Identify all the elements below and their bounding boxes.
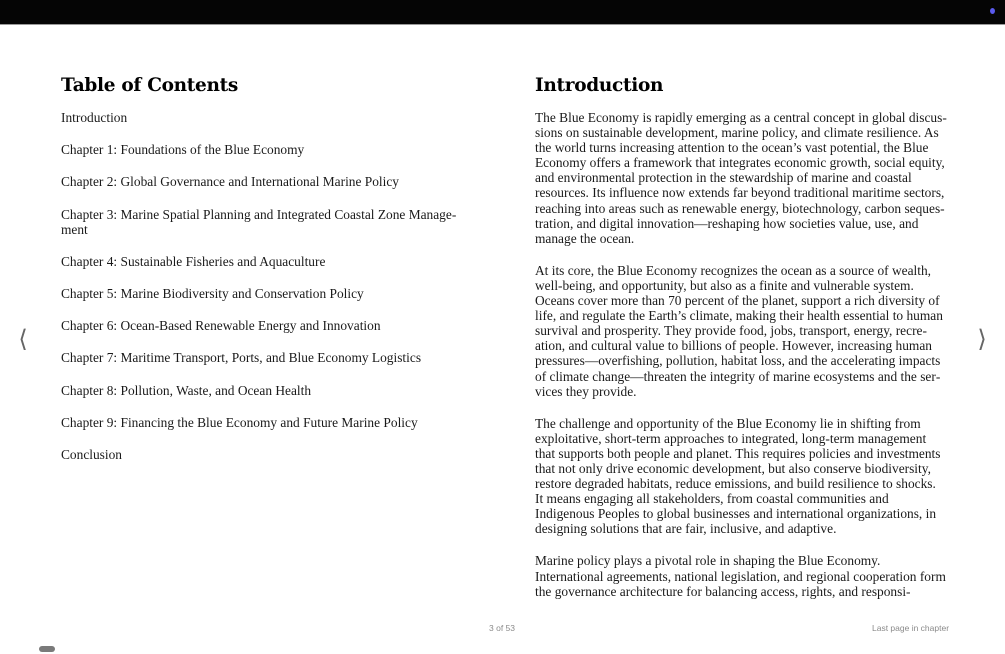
body-paragraph: Marine policy plays a pivotal role in shaping the Blue Economy. International agreements, national legislation, and regional cooperation form the governance architecture for balancing access, rights, and responsi- — [535, 553, 946, 599]
page-indicator: 3 of 53 — [489, 623, 515, 633]
progress-scrubber-handle[interactable] — [39, 646, 55, 652]
top-bar — [0, 0, 1005, 25]
toc-item-chapter-8[interactable]: Chapter 8: Pollution, Waste, and Ocean Health — [61, 382, 312, 398]
toc-item-chapter-4[interactable]: Chapter 4: Sustainable Fisheries and Aquaculture — [61, 253, 326, 269]
body-paragraph: At its core, the Blue Economy recognizes the ocean as a source of wealth, well-being, and opportunity, but also as a finite and vulnerable system. Oceans cover more than 70 percent of the planet, support a rich diversity of life, and regulate the Earth’s climate, making their health essential to human survival and prosperity. They provide food, jobs, transport, energy, recreation, and cultural value to billions of people. However, increasing human pressures—overfishing, pollution, habitat loss, and the accelerating impacts of climate change—threaten the integrity of marine ecosystems and the services they provide. — [535, 262, 943, 399]
left-page — [61, 74, 461, 479]
chevron-left-icon: ⟨ — [18, 325, 28, 353]
toc-item-chapter-7[interactable]: Chapter 7: Maritime Transport, Ports, and Blue Economy Logistics — [61, 350, 422, 366]
toc-list — [61, 110, 461, 462]
toc-title: Table of Contents — [61, 75, 239, 96]
toc-item-introduction[interactable]: Introduction — [61, 110, 128, 125]
toc-item-chapter-6[interactable]: Chapter 6: Ocean-Based Renewable Energy and Innovation — [61, 318, 381, 334]
toc-item-chapter-3[interactable]: Chapter 3: Marine Spatial Planning and Integrated Coastal Zone Management — [61, 206, 457, 237]
toc-item-chapter-9[interactable]: Chapter 9: Financing the Blue Economy and Future Marine Policy — [61, 414, 418, 430]
chapter-status: Last page in chapter — [872, 623, 950, 633]
chapter-title: Introduction — [535, 75, 664, 96]
toc-item-conclusion[interactable]: Conclusion — [61, 446, 123, 462]
right-page — [535, 74, 947, 616]
toc-item-chapter-5[interactable]: Chapter 5: Marine Biodiversity and Conservation Policy — [61, 285, 364, 301]
status-indicator-icon — [990, 8, 995, 14]
next-page-button[interactable] — [972, 325, 992, 353]
toc-item-chapter-1[interactable]: Chapter 1: Foundations of the Blue Economy — [61, 142, 305, 158]
body-paragraph: The challenge and opportunity of the Blue Economy lie in shifting from exploitative, short-term approaches to integrated, long-term management that supports both people and planet. This requires policies and investments that not only drive economic development, but also conserve biodiversity, restore degraded habitats, reduce emissions, and build resilience to shocks. It means engaging all stakeholders, from coastal communities and Indigenous Peoples to global businesses and international organizations, in designing solutions that are fair, inclusive, and adaptive. — [535, 415, 941, 537]
toc-item-chapter-2[interactable]: Chapter 2: Global Governance and International Marine Policy — [61, 174, 400, 190]
previous-page-button[interactable] — [13, 325, 33, 353]
body-paragraph: The Blue Economy is rapidly emerging as a central concept in global discussions on sustainable development, marine policy, and climate resilience. As the world turns increasing attention to the ocean’s vast potential, the Blue Economy offers a framework that integrates economic growth, social equity, and environmental protection in the stewardship of marine and coastal resources. Its influence now extends far beyond traditional maritime sectors, reaching into areas such as renewable energy, biotechnology, carbon sequestration, and digital innovation—reshaping how societies value, use, and manage the ocean. — [535, 110, 947, 246]
chevron-right-icon: ⟩ — [977, 325, 987, 353]
